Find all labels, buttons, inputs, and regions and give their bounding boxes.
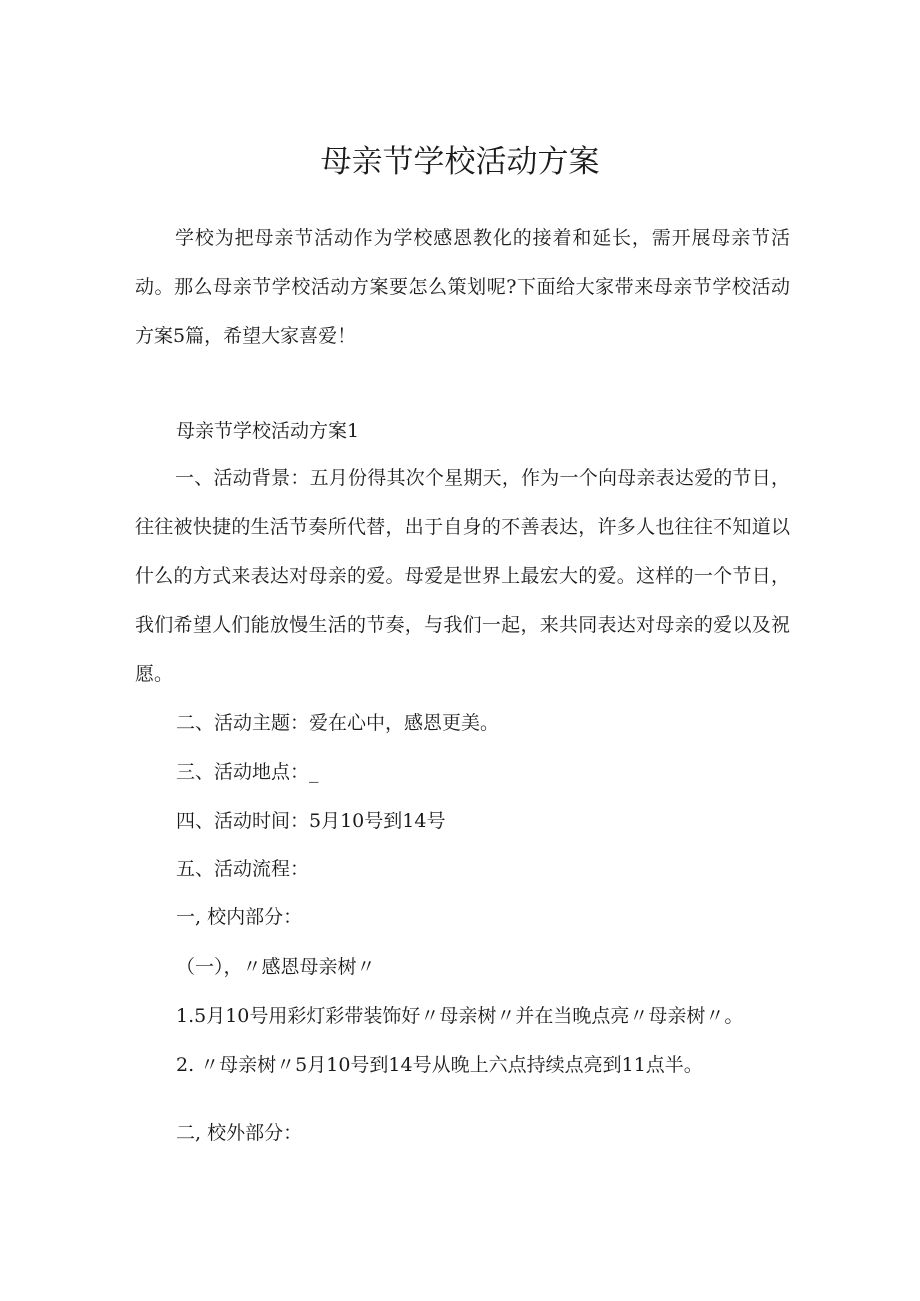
intro-paragraph: 学校为把母亲节活动作为学校感恩教化的接着和延长，需开展母亲节活动。那么母亲节学校活动方案要怎么策划呢?下面给大家带来母亲节学校活动方案5篇，希望大家喜爱！ (135, 227, 790, 347)
process-line: 五、活动流程： (176, 858, 310, 880)
background-paragraph: 一、活动背景：五月份得其次个星期天，作为一个向母亲表达爱的节日，往往被快捷的生活节奏所代替，出于自身的不善表达，许多人也往往不知道以什么的方式来表达对母亲的爱。母爱是世界上最宏大的爱。这样的一个节日，我们希望人们能放慢生活的节奏，与我们一起，来共同表达对母亲的爱以及祝愿。 (135, 467, 790, 685)
sub-section-line: （一），〃感恩母亲树〃 (176, 956, 376, 978)
location-line: 三、活动地点：_ (176, 761, 319, 783)
off-campus-line: 二, 校外部分： (176, 1122, 303, 1144)
document-title: 母亲节学校活动方案 (320, 144, 600, 180)
time-line: 四、活动时间：5月10号到14号 (176, 810, 446, 832)
theme-line: 二、活动主题：爱在心中，感恩更美。 (176, 712, 500, 734)
on-campus-line: 一, 校内部分： (176, 906, 303, 928)
step-one-line: 1.5月10号用彩灯彩带装饰好〃母亲树〃并在当晚点亮〃母亲树〃。 (176, 1005, 744, 1027)
section-heading: 母亲节学校活动方案1 (176, 420, 360, 442)
step-two-line: 2. 〃母亲树〃5月10号到14号从晚上六点持续点亮到11点半。 (176, 1054, 703, 1076)
